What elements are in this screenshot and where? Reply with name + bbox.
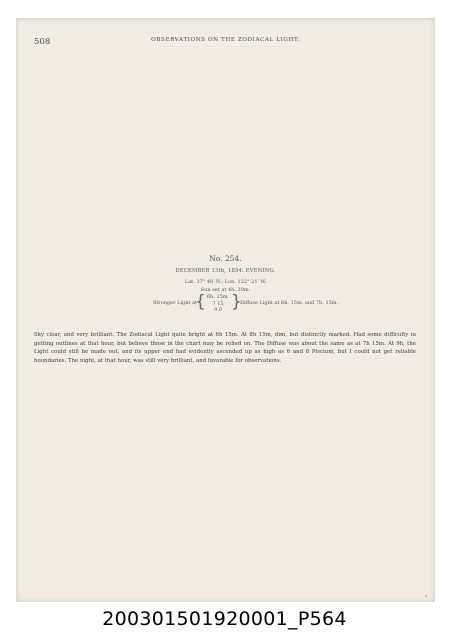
page-corner-mark: a	[425, 593, 428, 598]
time-3: 9 0	[214, 307, 222, 313]
observation-times	[206, 294, 230, 314]
diffuse-light-label: Diffuse Light at 6h. 15m. and 7h. 15m.	[240, 300, 339, 306]
stronger-light-label: Stronger Light at	[152, 300, 197, 306]
entry-number: No. 254.	[209, 254, 242, 263]
light-times-row	[16, 294, 435, 316]
observation-paragraph: Sky clear, and very brilliant. The Zodiacal Light quite bright at 6h 15m. At 8h 15m, dim, but distinctly marked. Had some difficulty in getting outlines at that hour, but believe those in the chart may be relied on. The Diffuse was about the same as at 7h 15m. At 9h, the Light could still be made out, and its upper end had evidently ascended up as high as 6 and 8 Piscium, but I could not get reliable boundaries. The night, at that hour, was still very brilliant, and favorable for observations.	[34, 332, 416, 364]
entry-coordinates: Lat. 37° 48′ N.; Lon. 122° 21′ W.	[184, 279, 267, 285]
time-1: 6h. 15m.	[206, 294, 230, 300]
entry-date: DECEMBER 13th, 1854: EVENING.	[175, 268, 276, 274]
image-identifier: 200301501920001_P564	[102, 608, 347, 630]
page-header	[34, 37, 417, 47]
book-page	[16, 18, 435, 602]
time-2: 7 15	[212, 300, 224, 307]
left-brace: {	[195, 292, 206, 312]
right-brace: }	[231, 292, 242, 312]
entry-sunset: Sun set at 4h. 30m.	[200, 287, 251, 293]
running-title: OBSERVATIONS ON THE ZODIACAL LIGHT.	[151, 37, 300, 43]
page-number: 508	[34, 37, 51, 47]
observation-entry	[16, 254, 435, 316]
